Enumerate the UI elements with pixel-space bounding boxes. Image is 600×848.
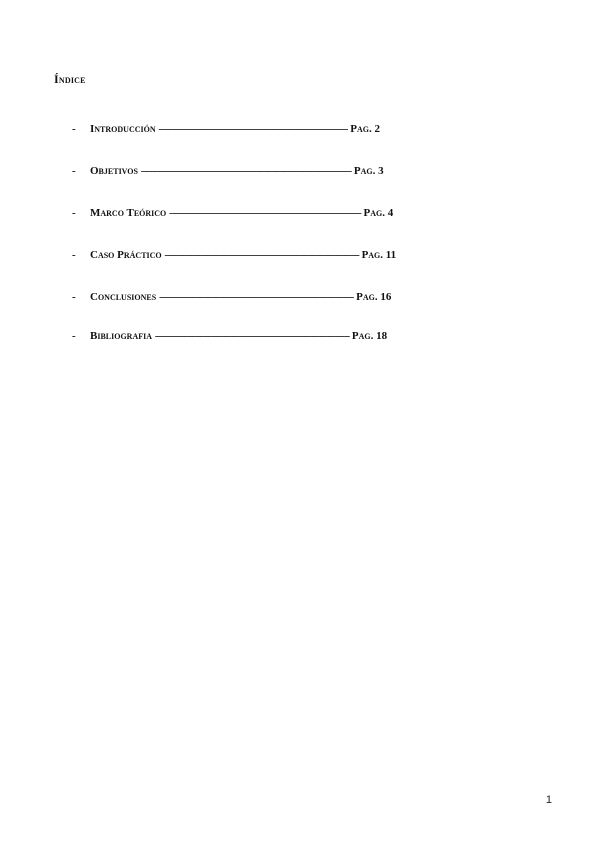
toc-entry-page: Pag. 4: [363, 207, 394, 219]
toc-entry-label: Introducción: [90, 123, 156, 135]
toc-entry-label: Conclusiones: [90, 291, 157, 303]
toc-entry-objetivos: [0, 163, 600, 179]
toc-leader: -------------------------------------------------------------------------------: [140, 165, 352, 177]
toc-leader: -------------------------------------------------------------------------: [154, 330, 350, 342]
toc-entry-text: [90, 205, 477, 221]
toc-bullet: -: [72, 123, 76, 135]
toc-entry-caso-practico: [0, 247, 600, 263]
toc-leader: ------------------------------------------------------------------------: [169, 207, 361, 219]
toc-entry-text: [90, 328, 479, 344]
toc-entry-text: [90, 121, 482, 137]
toc-entry-page: Pag. 2: [350, 123, 380, 135]
toc-entry-page: Pag. 18: [351, 330, 388, 342]
toc-leader: -------------------------------------------------------------------------: [158, 291, 354, 303]
toc-bullet: -: [72, 291, 76, 303]
toc-leader: -----------------------------------------------------------------------: [158, 123, 348, 135]
toc-entry-label: Objetivos: [90, 165, 138, 177]
toc-entry-marco-teorico: [0, 205, 600, 221]
toc-entry-label: Caso Práctico: [90, 249, 162, 261]
toc-entry-page: Pag. 16: [356, 291, 392, 303]
toc-entry-label: Marco Teórico: [90, 207, 167, 219]
toc-bullet: -: [72, 207, 76, 219]
toc-entry-conclusiones: [0, 289, 600, 305]
toc-bullet: -: [72, 165, 76, 177]
toc-entry-bibliografia: [0, 328, 600, 344]
toc-entry-page: Pag. 11: [361, 249, 397, 261]
toc-entry-label: Bibliografia: [90, 330, 153, 342]
page-number: 1: [545, 794, 552, 806]
toc-bullet: -: [72, 330, 76, 342]
toc-entry-text: [90, 163, 478, 179]
toc-leader: -------------------------------------------------------------------------: [164, 249, 359, 261]
page-title: Índice: [54, 72, 86, 86]
toc-entry-introduccion: [0, 121, 600, 137]
toc-entry-text: [90, 289, 479, 305]
toc-entry-text: [90, 247, 481, 263]
toc-entry-page: Pag. 3: [353, 165, 384, 177]
toc-bullet: -: [72, 249, 76, 261]
